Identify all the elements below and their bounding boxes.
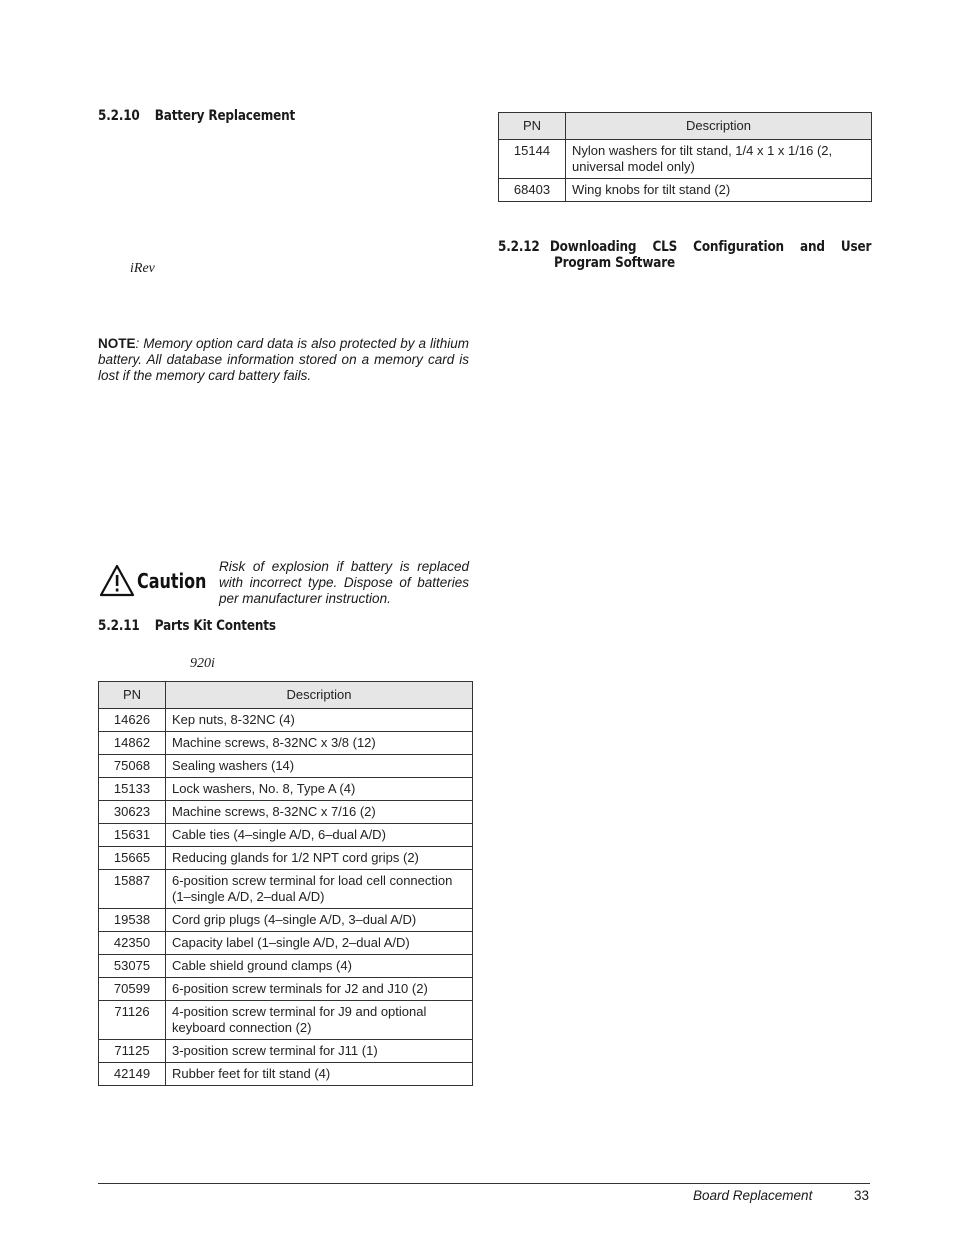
description-column-header: Description bbox=[566, 113, 872, 140]
section-heading-parts-kit bbox=[98, 618, 276, 634]
part-number-cell: 14626 bbox=[99, 709, 166, 732]
page-number: 33 bbox=[854, 1188, 870, 1203]
pn-column-header: PN bbox=[99, 682, 166, 709]
table-row bbox=[99, 1063, 473, 1086]
description-cell: Rubber feet for tilt stand (4) bbox=[166, 1063, 473, 1086]
table-row bbox=[99, 955, 473, 978]
footer-section-title: Board Replacement bbox=[693, 1188, 813, 1203]
part-number-cell: 53075 bbox=[99, 955, 166, 978]
description-column-header: Description bbox=[166, 682, 473, 709]
table-row bbox=[99, 801, 473, 824]
table-header-row bbox=[99, 682, 473, 709]
description-cell: Lock washers, No. 8, Type A (4) bbox=[166, 778, 473, 801]
section-number: 5.2.12 bbox=[498, 239, 540, 255]
heading-line-1 bbox=[498, 239, 871, 255]
table-row bbox=[99, 824, 473, 847]
description-cell: Nylon washers for tilt stand, 1/4 x 1 x 1/16 (2, universal model only) bbox=[566, 140, 872, 179]
table-header-row bbox=[499, 113, 872, 140]
description-cell: 6-position screw terminals for J2 and J10 (2) bbox=[166, 978, 473, 1001]
section-title-line-2: Program Software bbox=[554, 255, 675, 271]
description-cell: Reducing glands for 1/2 NPT cord grips (2) bbox=[166, 847, 473, 870]
caution-label: Caution bbox=[137, 569, 207, 593]
part-number-cell: 15665 bbox=[99, 847, 166, 870]
description-cell: Cable ties (4–single A/D, 6–dual A/D) bbox=[166, 824, 473, 847]
section-number: 5.2.11 bbox=[98, 618, 140, 634]
table-row bbox=[499, 140, 872, 179]
part-number-cell: 19538 bbox=[99, 909, 166, 932]
text-fragment-920i: 920i bbox=[190, 656, 215, 671]
part-number-cell: 30623 bbox=[99, 801, 166, 824]
part-number-cell: 71125 bbox=[99, 1040, 166, 1063]
note-text: : Memory option card data is also protected by a lithium battery. All database information stored on a memory card is lost if the memory card battery fails. bbox=[98, 336, 469, 383]
description-cell: Cable shield ground clamps (4) bbox=[166, 955, 473, 978]
part-number-cell: 71126 bbox=[99, 1001, 166, 1040]
section-heading-battery-replacement bbox=[98, 108, 295, 124]
description-cell: Cord grip plugs (4–single A/D, 3–dual A/D) bbox=[166, 909, 473, 932]
pn-column-header: PN bbox=[499, 113, 566, 140]
description-cell: 6-position screw terminal for load cell connection (1–single A/D, 2–dual A/D) bbox=[166, 870, 473, 909]
text-fragment-irev: iRev bbox=[130, 261, 155, 276]
section-heading-downloading bbox=[498, 239, 871, 271]
part-number-cell: 75068 bbox=[99, 755, 166, 778]
part-number-cell: 14862 bbox=[99, 732, 166, 755]
description-cell: 3-position screw terminal for J11 (1) bbox=[166, 1040, 473, 1063]
description-cell: 4-position screw terminal for J9 and optional keyboard connection (2) bbox=[166, 1001, 473, 1040]
part-number-cell: 68403 bbox=[499, 179, 566, 202]
section-title: Parts Kit Contents bbox=[154, 618, 276, 634]
section-title: Battery Replacement bbox=[154, 108, 296, 124]
part-number-cell: 15133 bbox=[99, 778, 166, 801]
part-number-cell: 42350 bbox=[99, 932, 166, 955]
description-cell: Wing knobs for tilt stand (2) bbox=[566, 179, 872, 202]
section-title-line-1: Downloading CLS Configuration and User bbox=[549, 239, 872, 255]
table-row bbox=[99, 978, 473, 1001]
table-row bbox=[99, 932, 473, 955]
description-cell: Capacity label (1–single A/D, 2–dual A/D) bbox=[166, 932, 473, 955]
table-row bbox=[99, 732, 473, 755]
part-number-cell: 15887 bbox=[99, 870, 166, 909]
description-cell: Sealing washers (14) bbox=[166, 755, 473, 778]
table-row bbox=[99, 755, 473, 778]
table-row bbox=[99, 847, 473, 870]
table-row bbox=[99, 1040, 473, 1063]
caution-text: Risk of explosion if battery is replaced with incorrect type. Dispose of batteries per manufacturer instruction. bbox=[219, 559, 469, 606]
description-cell: Kep nuts, 8-32NC (4) bbox=[166, 709, 473, 732]
parts-kit-table bbox=[98, 681, 473, 1086]
parts-kit-table-continued bbox=[498, 112, 872, 202]
description-cell: Machine screws, 8-32NC x 7/16 (2) bbox=[166, 801, 473, 824]
note-paragraph bbox=[98, 336, 469, 384]
table-row bbox=[99, 909, 473, 932]
part-number-cell: 15631 bbox=[99, 824, 166, 847]
part-number-cell: 70599 bbox=[99, 978, 166, 1001]
part-number-cell: 15144 bbox=[499, 140, 566, 179]
table-row bbox=[99, 778, 473, 801]
table-row bbox=[99, 870, 473, 909]
table-row bbox=[99, 1001, 473, 1040]
note-label: NOTE bbox=[98, 336, 136, 351]
footer-rule bbox=[98, 1183, 870, 1184]
section-number: 5.2.10 bbox=[98, 108, 140, 124]
description-cell: Machine screws, 8-32NC x 3/8 (12) bbox=[166, 732, 473, 755]
part-number-cell: 42149 bbox=[99, 1063, 166, 1086]
table-row bbox=[99, 709, 473, 732]
table-row bbox=[499, 179, 872, 202]
